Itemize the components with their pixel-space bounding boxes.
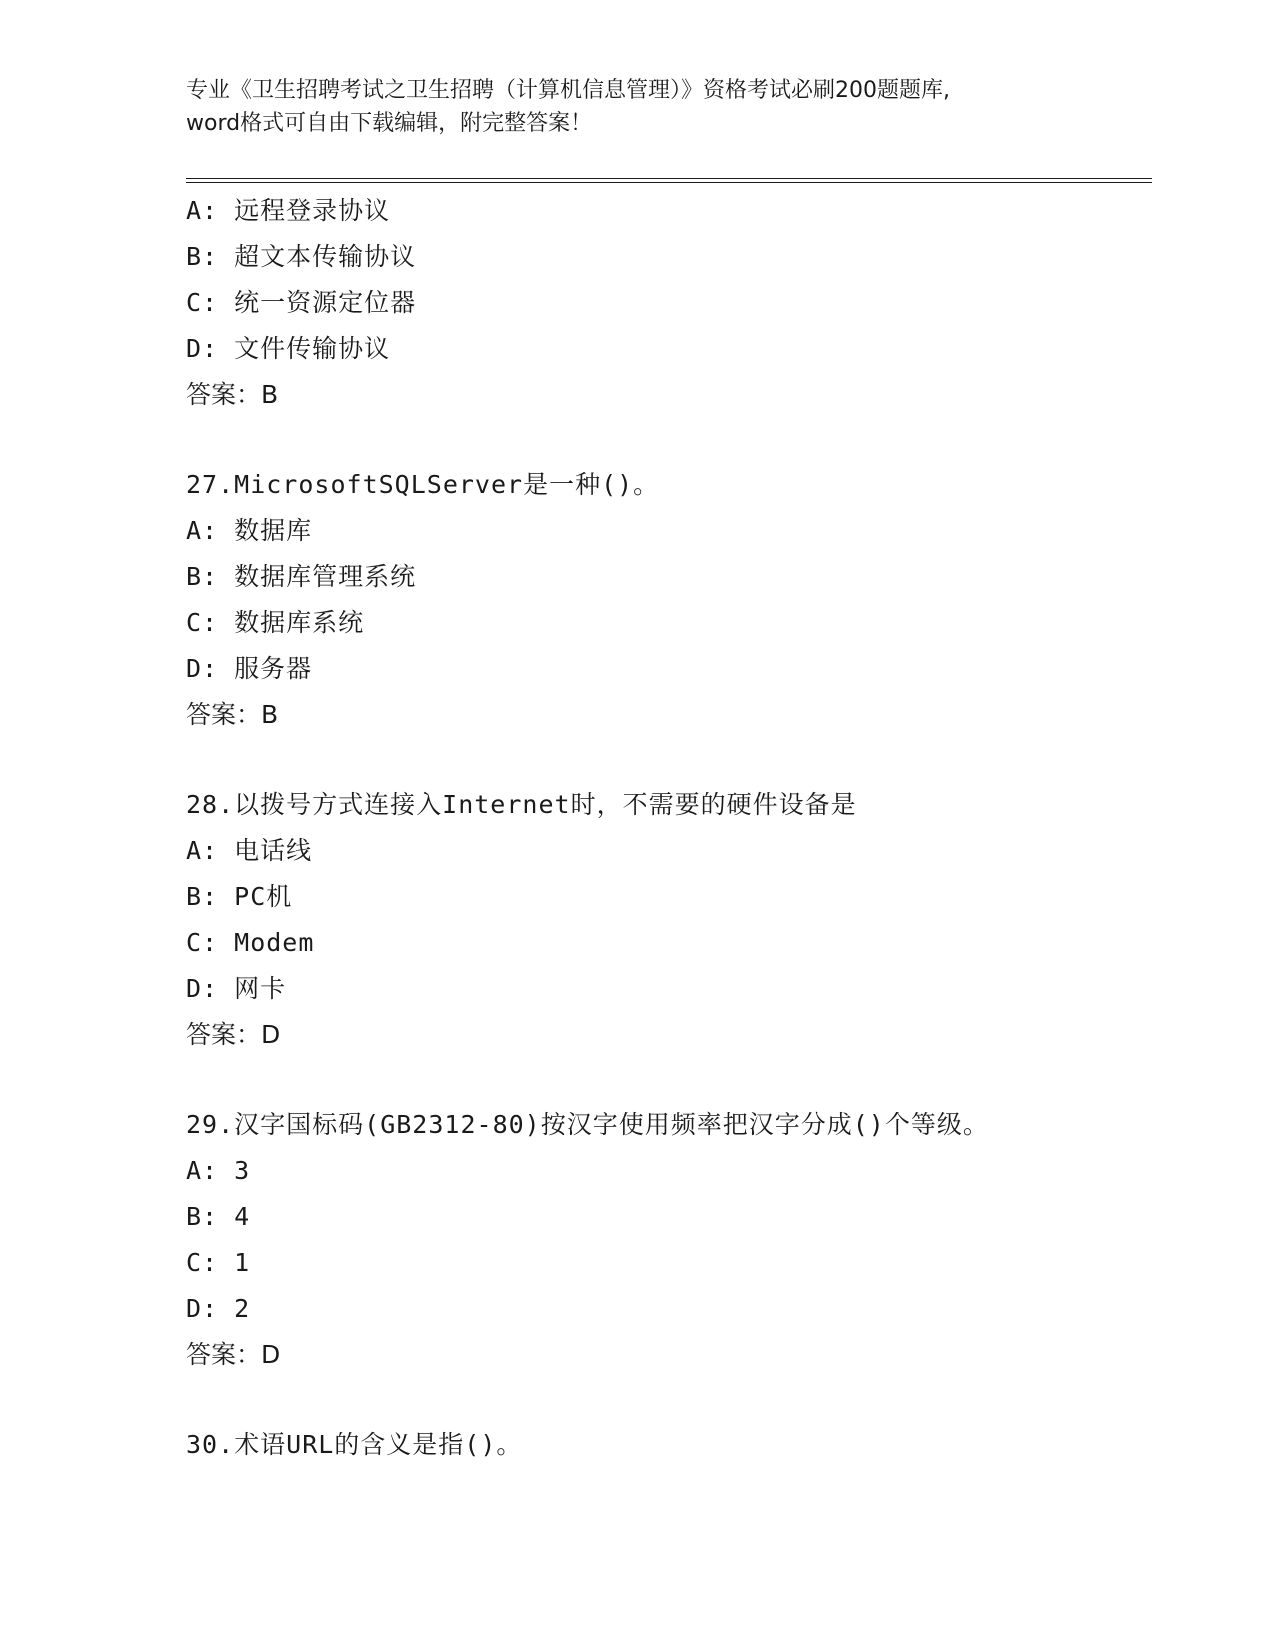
option-c: C: Modem — [186, 928, 315, 957]
option-d: D: 服务器 — [186, 654, 313, 683]
option-d: D: 文件传输协议 — [186, 334, 391, 363]
question-26 — [186, 188, 1146, 418]
option-a: A: 电话线 — [186, 836, 313, 865]
question-28 — [186, 782, 1146, 1058]
header-line-1: 专业《卫生招聘考试之卫生招聘（计算机信息管理）》资格考试必刷200题题库, — [186, 78, 950, 103]
question-text: 29.汉字国标码(GB2312-80)按汉字使用频率把汉字分成()个等级。 — [186, 1110, 989, 1139]
question-30 — [186, 1422, 1146, 1468]
question-29 — [186, 1102, 1146, 1378]
document-header — [186, 74, 1086, 140]
option-b: B: 数据库管理系统 — [186, 562, 417, 591]
option-d: D: 2 — [186, 1294, 251, 1323]
question-text: 30.术语URL的含义是指()。 — [186, 1430, 523, 1459]
option-a: A: 远程登录协议 — [186, 196, 391, 225]
question-text: 27.MicrosoftSQLServer是一种()。 — [186, 470, 660, 499]
option-b: B: 超文本传输协议 — [186, 242, 417, 271]
option-d: D: 网卡 — [186, 974, 287, 1003]
header-divider — [186, 178, 1152, 183]
option-c: C: 1 — [186, 1248, 251, 1277]
answer: 答案：B — [186, 380, 279, 409]
question-27 — [186, 462, 1146, 738]
answer: 答案：B — [186, 700, 279, 729]
option-b: B: PC机 — [186, 882, 293, 911]
option-c: C: 数据库系统 — [186, 608, 365, 637]
answer: 答案：D — [186, 1340, 281, 1369]
option-a: A: 数据库 — [186, 516, 313, 545]
question-text: 28.以拨号方式连接入Internet时，不需要的硬件设备是 — [186, 790, 857, 819]
header-line-2: word格式可自由下载编辑，附完整答案！ — [186, 111, 593, 136]
option-b: B: 4 — [186, 1202, 251, 1231]
question-list — [186, 188, 1146, 1468]
answer: 答案：D — [186, 1020, 281, 1049]
option-c: C: 统一资源定位器 — [186, 288, 417, 317]
option-a: A: 3 — [186, 1156, 251, 1185]
